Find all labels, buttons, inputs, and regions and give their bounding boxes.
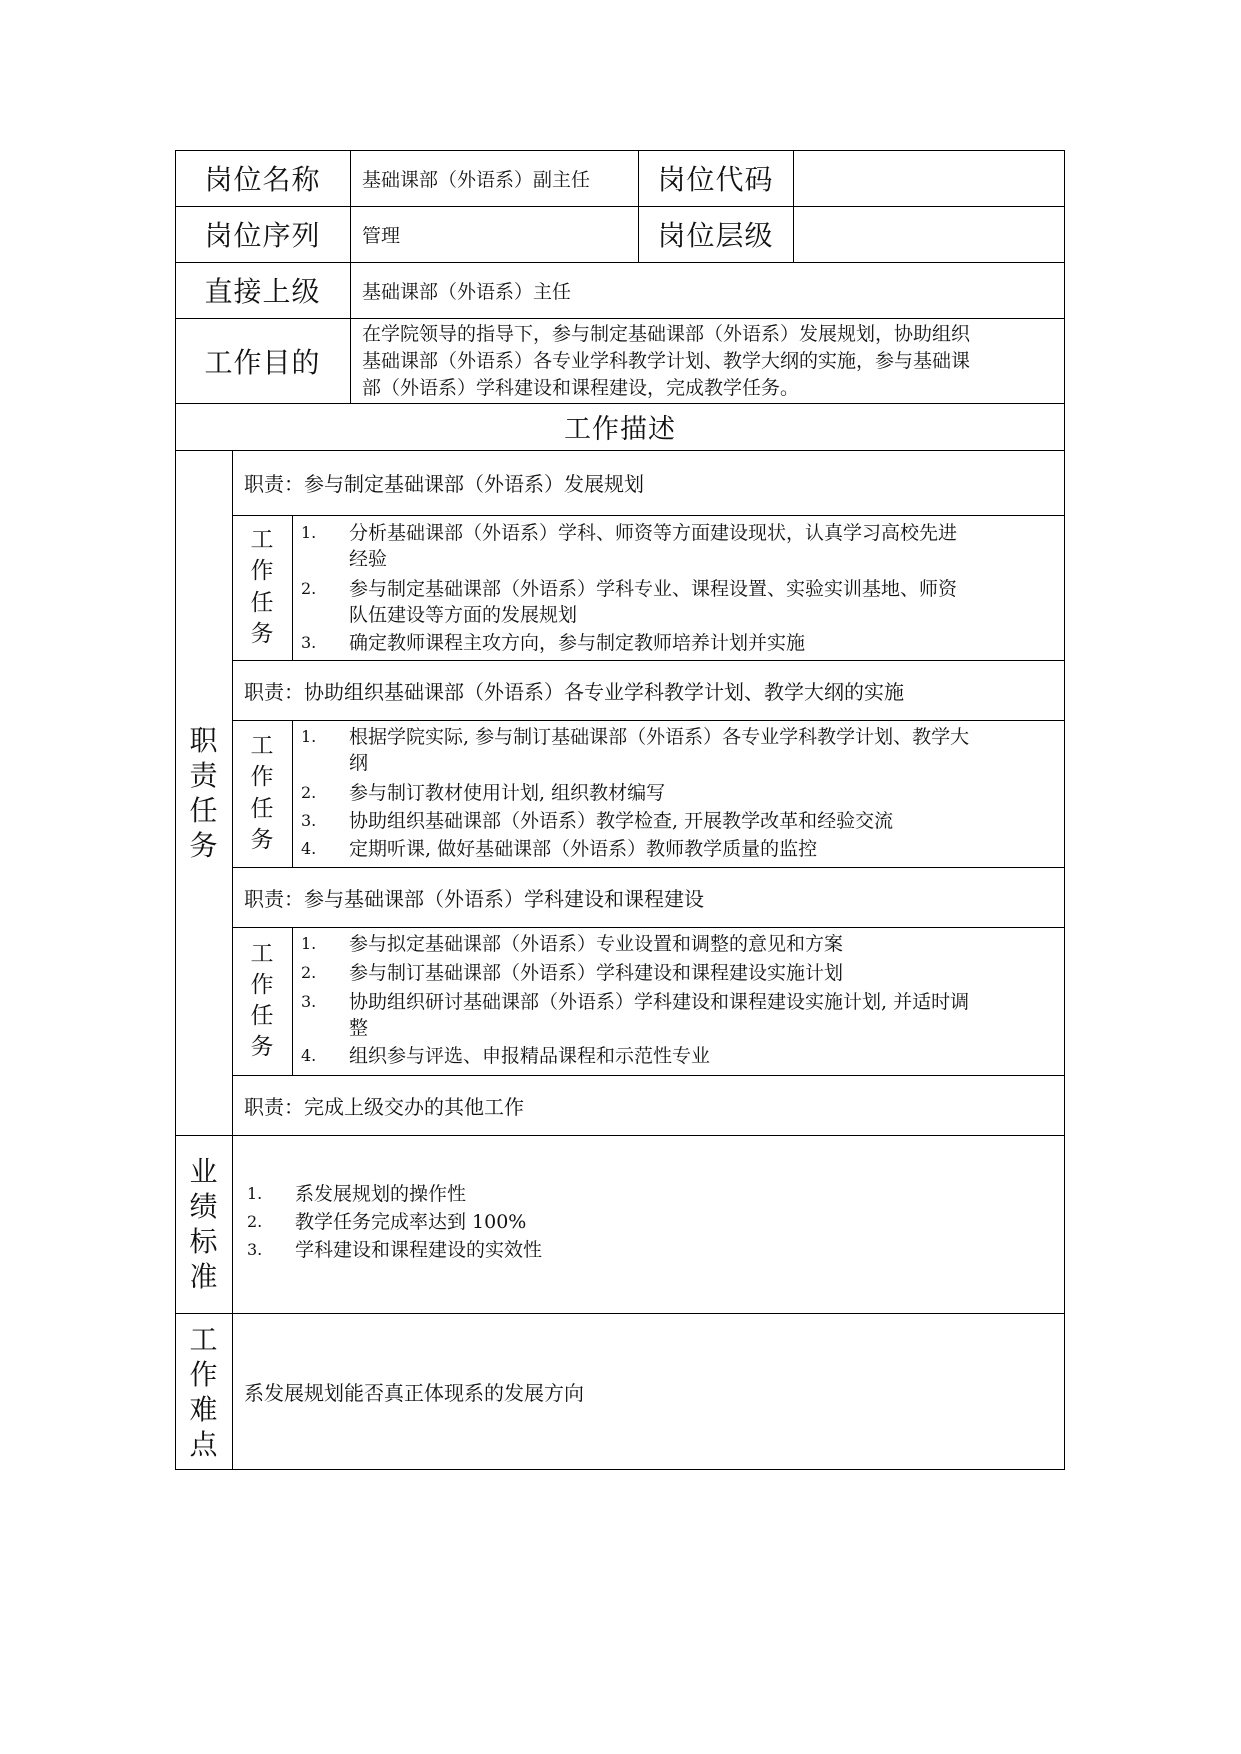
col-divider <box>292 515 293 660</box>
work-description-title: 工作描述 <box>564 414 676 445</box>
duty-title: 职责：协助组织基础课部（外语系）各专业学科教学计划、教学大纲的实施 <box>244 679 904 704</box>
task-label: 工 作 任 务 <box>250 733 274 853</box>
position-series-label: 岗位序列 <box>204 219 321 252</box>
col-divider <box>292 927 293 1075</box>
row-divider <box>232 515 1065 516</box>
difficulty-text: 系发展规划能否真正体现系的发展方向 <box>244 1381 584 1405</box>
col-divider <box>292 720 293 867</box>
task-item: 4. 组织参与评选、申报精品课程和示范性专业 <box>301 1045 711 1067</box>
performance-item: 2. 教学任务完成率达到 100% <box>247 1211 527 1233</box>
purpose-line: 部（外语系）学科建设和课程建设，完成教学任务。 <box>362 377 800 399</box>
duty-title: 职责：参与制定基础课部（外语系）发展规划 <box>244 472 644 496</box>
task-item: 4. 定期听课, 做好基础课部（外语系）教师教学质量的监控 <box>301 838 818 860</box>
task-item: 2. 参与制订教材使用计划, 组织教材编写 <box>301 782 666 804</box>
position-name-label: 岗位名称 <box>204 163 321 196</box>
task-item: 1. 分析基础课部（外语系）学科、师资等方面建设现状，认真学习高校先进 经验 <box>301 522 958 570</box>
task-label: 工 作 任 务 <box>250 527 274 647</box>
row-divider <box>175 1135 1065 1136</box>
row-divider <box>232 927 1065 928</box>
position-code-value <box>793 150 1065 206</box>
task-item: 1. 参与拟定基础课部（外语系）专业设置和调整的意见和方案 <box>301 933 844 955</box>
task-item: 2. 参与制定基础课部（外语系）学科专业、课程设置、实验实训基地、师资 队伍建设等方面的发展规划 <box>301 578 958 626</box>
task-item: 2. 参与制订基础课部（外语系）学科建设和课程建设实施计划 <box>301 962 844 984</box>
purpose-text <box>362 321 1062 402</box>
duty-title: 职责：参与基础课部（外语系）学科建设和课程建设 <box>244 886 704 911</box>
job-description-table <box>175 150 1065 1470</box>
position-code-label: 岗位代码 <box>657 163 774 196</box>
position-series-value: 管理 <box>362 224 401 247</box>
purpose-line: 在学院领导的指导下，参与制定基础课部（外语系）发展规划，协助组织 <box>362 323 971 345</box>
task-item: 1. 根据学院实际, 参与制订基础课部（外语系）各专业学科教学计划、教学大 纲 <box>301 726 970 774</box>
superior-label: 直接上级 <box>204 275 321 308</box>
task-item: 3. 协助组织基础课部（外语系）教学检查, 开展教学改革和经验交流 <box>301 810 894 832</box>
row-divider <box>232 720 1065 721</box>
duty-title: 职责：完成上级交办的其他工作 <box>244 1094 524 1119</box>
task-item: 3. 确定教师课程主攻方向，参与制定教师培养计划并实施 <box>301 632 806 654</box>
purpose-line: 基础课部（外语系）各专业学科教学计划、教学大纲的实施，参与基础课 <box>362 350 971 372</box>
superior-value: 基础课部（外语系）主任 <box>362 280 572 303</box>
position-level-label: 岗位层级 <box>657 219 774 252</box>
difficulty-label: 工 作 难 点 <box>189 1322 218 1461</box>
performance-item: 3. 学科建设和课程建设的实效性 <box>247 1239 543 1261</box>
purpose-label: 工作目的 <box>204 345 321 379</box>
duties-section-label: 职 责 任 务 <box>189 723 218 862</box>
performance-item: 1. 系发展规划的操作性 <box>247 1183 467 1205</box>
performance-label: 业 绩 标 准 <box>189 1155 218 1293</box>
task-label: 工 作 任 务 <box>250 940 274 1061</box>
position-level-value <box>793 206 1065 262</box>
task-item: 3. 协助组织研讨基础课部（外语系）学科建设和课程建设实施计划, 并适时调 整 <box>301 991 970 1039</box>
position-name-value: 基础课部（外语系）副主任 <box>362 168 591 191</box>
